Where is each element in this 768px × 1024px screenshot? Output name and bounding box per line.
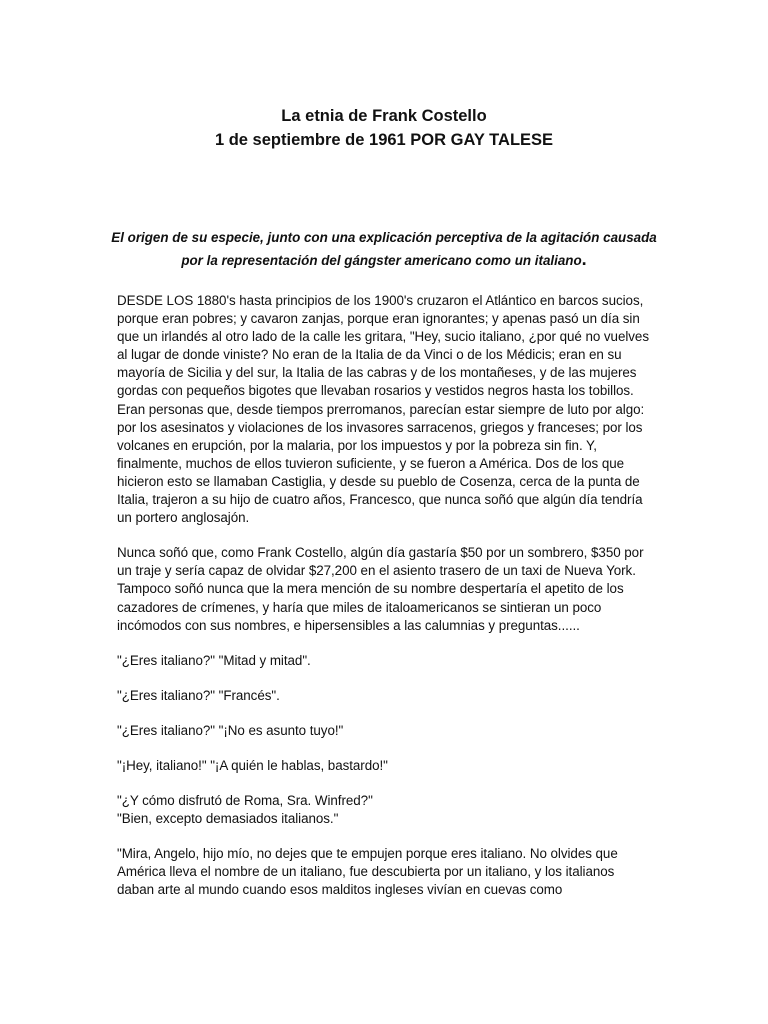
paragraph: "Bien, excepto demasiados italianos." [117, 811, 339, 827]
subtitle-period: . [581, 248, 587, 269]
title-line-1: La etnia de Frank Costello [281, 107, 487, 125]
paragraph: DESDE LOS 1880's hasta principios de los 1900's cruzaron el Atlántico en barcos sucios, porque eran pobres; y cavaron zanjas, porque eran ignorantes; y apenas pasó un día sin que un irlandés al otro lado de la calle les gritara, "Hey, sucio italiano, ¿por qué no vuelves al lugar de donde viniste? No eran de la Italia de da Vinci o de los Médicis; eran en su mayoría de Sicilia y del sur, la Italia de las cabras y de los montañeses, y de las mujeres gordas con pequeños bigotes que llevaban rosarios y vestidos negros hasta los tobillos. Eran personas que, desde tiempos prerromanos, parecían estar siempre de luto por algo: por los asesinatos y violaciones de los invasores sarracenos, griegos y franceses; por los volcanes en erupción, por la malaria, por los impuestos y por la pobreza sin fin. Y, finalmente, muchos de ellos tuvieron suficiente, y se fueron a América. Dos de los que hicieron esto se llamaban Castiglia, y desde su pueblo de Cosenza, cerca de la punta de Italia, trajeron a su hijo de cuatro años, Francesco, que nunca soñó que algún día tendría un portero anglosajón. [117, 293, 649, 526]
document-subtitle [110, 227, 658, 271]
paragraph: "¿Y cómo disfrutó de Roma, Sra. Winfred?" [117, 793, 373, 809]
paragraph: "Mira, Angelo, hijo mío, no dejes que te empujen porque eres italiano. No olvides que América lleva el nombre de un italiano, fue descubierta por un italiano, y los italianos daban arte al mundo cuando esos malditos ingleses vivían en cuevas como [117, 846, 618, 898]
paragraph: "¿Eres italiano?" "Mitad y mitad". [117, 652, 311, 668]
subtitle-text: El origen de su especie, junto con una explicación perceptiva de la agitación causada por la representación del gángster americano como un italiano [111, 230, 657, 268]
paragraph: Nunca soñó que, como Frank Costello, algún día gastaría $50 por un sombrero, $350 por un traje y sería capaz de olvidar $27,200 en el asiento trasero de un taxi de Nueva York. Tampoco soñó nunca que la mera mención de su nombre despertaría el apetito de los cazadores de crímenes, y haría que miles de italoamericanos se sintieran un poco incómodos con sus nombres, e hipersensibles a las calumnias y preguntas...... [117, 545, 644, 633]
paragraph: "¿Eres italiano?" "Francés". [117, 687, 280, 703]
document-body [117, 292, 653, 917]
title-line-2: 1 de septiembre de 1961 POR GAY TALESE [214, 131, 554, 149]
paragraph: "¡Hey, italiano!" "¡A quién le hablas, bastardo!" [117, 757, 388, 773]
document-title [0, 104, 768, 152]
paragraph: "¿Eres italiano?" "¡No es asunto tuyo!" [117, 722, 344, 738]
